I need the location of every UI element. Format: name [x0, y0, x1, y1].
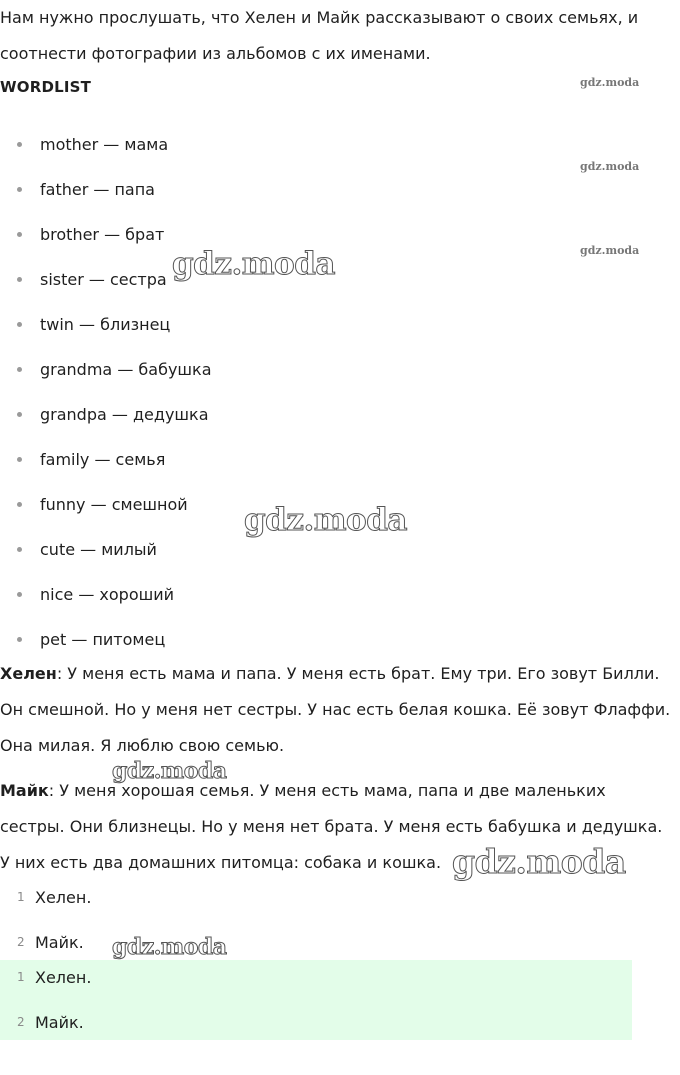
- watermark-logo: gdz.moda: [172, 246, 335, 282]
- bullet-icon: [17, 367, 22, 372]
- list-number: 2: [17, 935, 25, 949]
- bullet-icon: [17, 457, 22, 462]
- helen-text: : У меня есть мама и папа. У меня есть брат. Ему три. Его зовут Билли. Он смешной. Но у меня нет сестры. У нас есть белая кошка. Её зовут Флаффи. Она милая. Я люблю свою семью.: [0, 664, 671, 755]
- mike-name: Майк: [0, 781, 49, 800]
- answer-number: 2: [17, 1015, 25, 1029]
- watermark-logo: gdz.moda: [112, 934, 227, 960]
- wordlist-item: funny — смешной: [0, 482, 212, 527]
- bullet-icon: [17, 592, 22, 597]
- answer-number: 1: [17, 970, 25, 984]
- wordlist-item: grandma — бабушка: [0, 347, 212, 392]
- watermark-logo: gdz.moda: [244, 502, 407, 538]
- wordlist-item: nice — хороший: [0, 572, 212, 617]
- intro-text: Нам нужно прослушать, что Хелен и Майк рассказывают о своих семьях, и соотнести фотографии из альбомов с их именами.: [0, 8, 639, 63]
- wordlist: [0, 122, 212, 662]
- watermark-logo: gdz.moda: [580, 76, 640, 89]
- watermark-logo: gdz.moda: [452, 842, 626, 881]
- bullet-icon: [17, 322, 22, 327]
- wordlist-item: grandpa — дедушка: [0, 392, 212, 437]
- wordlist-item: mother — мама: [0, 122, 212, 167]
- watermark-logo: gdz.moda: [580, 244, 640, 257]
- watermark-logo: gdz.moda: [112, 758, 227, 784]
- wordlist-item: father — папа: [0, 167, 212, 212]
- bullet-icon: [17, 187, 22, 192]
- bullet-icon: [17, 502, 22, 507]
- wordlist-item: sister — сестра: [0, 257, 212, 302]
- helen-name: Хелен: [0, 664, 57, 683]
- wordlist-heading: WORDLIST: [0, 78, 92, 96]
- answer-box: 1 Хелен. 2 Майк.: [0, 960, 632, 1040]
- wordlist-item: brother — брат: [0, 212, 212, 257]
- bullet-icon: [17, 142, 22, 147]
- bullet-icon: [17, 232, 22, 237]
- mike-text: : У меня хорошая семья. У меня есть мама, папа и две маленьких сестры. Они близнецы. Но у меня нет брата. У меня есть бабушка и дедушка. У них есть два домашних питомца: собака и кошка.: [0, 781, 663, 872]
- bullet-icon: [17, 277, 22, 282]
- wordlist-item: twin — близнец: [0, 302, 212, 347]
- helen-paragraph: [0, 656, 672, 764]
- watermark-logo: gdz.moda: [580, 160, 640, 173]
- bullet-icon: [17, 547, 22, 552]
- wordlist-item: pet — питомец: [0, 617, 212, 662]
- bullet-icon: [17, 637, 22, 642]
- wordlist-item: cute — милый: [0, 527, 212, 572]
- bullet-icon: [17, 412, 22, 417]
- list-number: 1: [17, 890, 25, 904]
- wordlist-item: family — семья: [0, 437, 212, 482]
